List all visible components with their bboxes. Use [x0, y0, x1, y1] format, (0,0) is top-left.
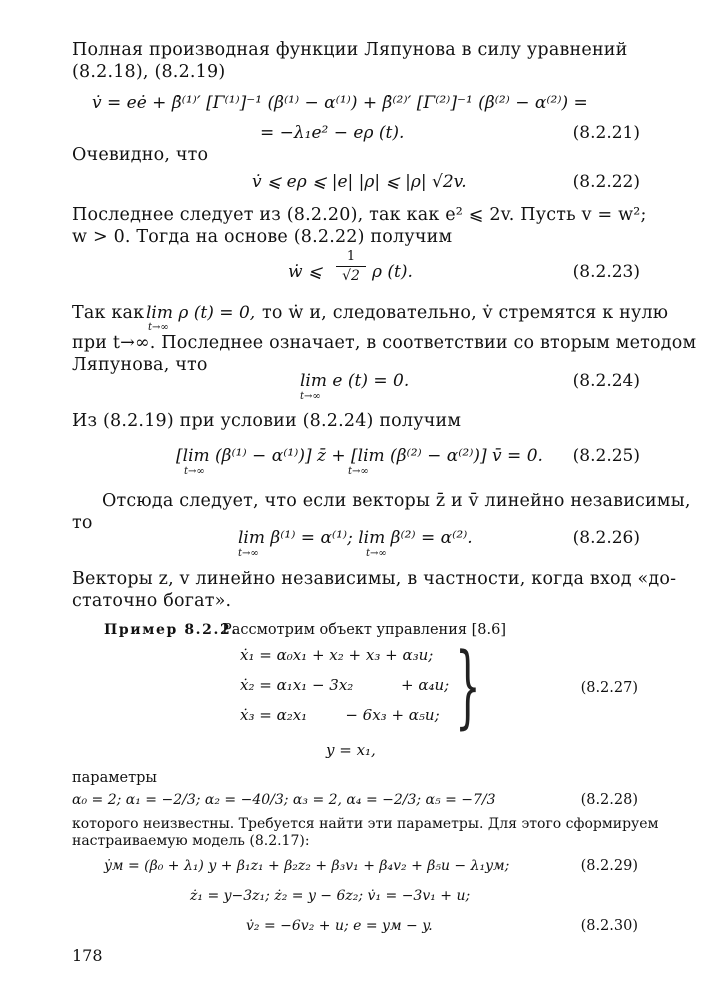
para6-line1: Векторы z, v линейно независимы, в частности, когда вход «до- [72, 569, 677, 589]
eq-label-8-2-26: (8.2.26) [572, 528, 640, 548]
eq-8-2-22: v̇ ⩽ eρ ⩽ |e| |ρ| ⩽ |ρ| √2v. [252, 172, 467, 192]
para2-line1: Последнее следует из (8.2.20), так как e² ⩽ 2v. Пусть v = w²; [72, 205, 647, 225]
eq-8-2-25: [lim (β⁽¹⁾ − α⁽¹⁾)] z̄ + [lim (β⁽²⁾ − α⁽²⁾)] v̄ = 0. [176, 446, 543, 466]
small-para-line1: которого неизвестны. Требуется найти эти параметры. Для этого сформируем [72, 816, 659, 832]
para3-line3: Ляпунова, что [72, 355, 208, 375]
system-eq1: ẋ₁ = α₀x₁ + x₂ + x₃ + α₃u; [240, 646, 434, 664]
eq-8-2-23-lhs: ẇ ⩽ [288, 262, 323, 282]
params-line: α₀ = 2; α₁ = −2/3; α₂ = −40/3; α₃ = 2, α₄ = −2/3; α₅ = −7/3 [72, 792, 496, 808]
para5-line1: Отсюда следует, что если векторы z̄ и v̄ линейно независимы, [102, 491, 691, 511]
eq-label-8-2-25: (8.2.25) [572, 446, 640, 466]
eq-8-2-24: lim e (t) = 0. [300, 371, 410, 391]
eq-8-2-24-sub: t→∞ [300, 391, 321, 402]
system-eq3: ẋ₃ = α₂x₁ − 6x₃ + α₅u; [240, 706, 440, 724]
eq-label-8-2-30: (8.2.30) [580, 918, 638, 934]
para1-line1: Полная производная функции Ляпунова в силу уравнений [72, 40, 628, 60]
model-eq1: ẏм = (β₀ + λ₁) y + β₁z₁ + β₂z₂ + β₃v₁ + β₄v₂ + β₅u − λ₁yм; [104, 858, 510, 874]
eq-8-2-23-num: 1 [346, 249, 356, 264]
eq-label-8-2-22: (8.2.22) [572, 172, 640, 192]
eq-8-2-23-den: √2 [342, 268, 360, 284]
params-word: параметры [72, 770, 157, 786]
eq-label-8-2-28: (8.2.28) [580, 792, 638, 808]
system-output: y = x₁, [326, 741, 376, 759]
para3-line1a: Так как [72, 303, 145, 323]
eq-8-2-25-sub2: t→∞ [348, 466, 369, 477]
text-obviously: Очевидно, что [72, 145, 209, 165]
example-heading: Пример 8.2.2. [104, 622, 238, 638]
eq-8-2-23-rhs: ρ (t). [372, 262, 413, 282]
eq-label-8-2-29: (8.2.29) [580, 858, 638, 874]
eq-label-8-2-23: (8.2.23) [572, 262, 640, 282]
small-para-line2: настраиваемую модель (8.2.17): [72, 833, 310, 849]
eq-8-2-21-line1: v̇ = eė + β̇⁽¹⁾′ [Γ⁽¹⁾]⁻¹ (β⁽¹⁾ − α⁽¹⁾) + β̇⁽²⁾′ [Γ⁽²⁾]⁻¹ (β⁽²⁾ − α⁽²⁾) = [92, 93, 588, 113]
para3-line1c: то ẇ и, следовательно, v̇ стремятся к нулю [262, 303, 669, 323]
para2-line2: w > 0. Тогда на основе (8.2.22) получим [72, 227, 453, 247]
eq-label-8-2-27: (8.2.27) [580, 680, 638, 696]
eq-8-2-26: lim β⁽¹⁾ = α⁽¹⁾; lim β⁽²⁾ = α⁽²⁾. [238, 528, 473, 548]
eq-8-2-26-sub1: t→∞ [238, 548, 259, 559]
eq-label-8-2-24: (8.2.24) [572, 371, 640, 391]
model-eq2: ż₁ = y−3z₁; ż₂ = y − 6z₂; v̇₁ = −3v₁ + u; [190, 888, 471, 904]
para6-line2: статочно богат». [72, 591, 232, 611]
page-number: 178 [72, 946, 103, 965]
eq-8-2-21-line2: = −λ₁e² − eρ (t). [260, 123, 405, 143]
fraction-bar [336, 266, 366, 267]
para3-limit: lim ρ (t) = 0, [146, 303, 256, 323]
model-eq3: v̇₂ = −6v₂ + u; e = yм − y. [246, 918, 433, 934]
para5-line2: то [72, 513, 93, 533]
eq-8-2-25-sub1: t→∞ [184, 466, 205, 477]
para1-line2: (8.2.18), (8.2.19) [72, 62, 226, 82]
eq-8-2-26-sub2: t→∞ [366, 548, 387, 559]
example-text: Рассмотрим объект управления [8.6] [222, 622, 507, 638]
para3-line2: при t→∞. Последнее означает, в соответствии со вторым методом [72, 333, 697, 353]
system-eq2: ẋ₂ = α₁x₁ − 3x₂ + α₄u; [240, 676, 450, 694]
para3-limit-sub: t→∞ [148, 322, 169, 333]
eq-label-8-2-21: (8.2.21) [572, 123, 640, 143]
para4: Из (8.2.19) при условии (8.2.24) получим [72, 411, 462, 431]
right-brace: } [455, 634, 481, 739]
